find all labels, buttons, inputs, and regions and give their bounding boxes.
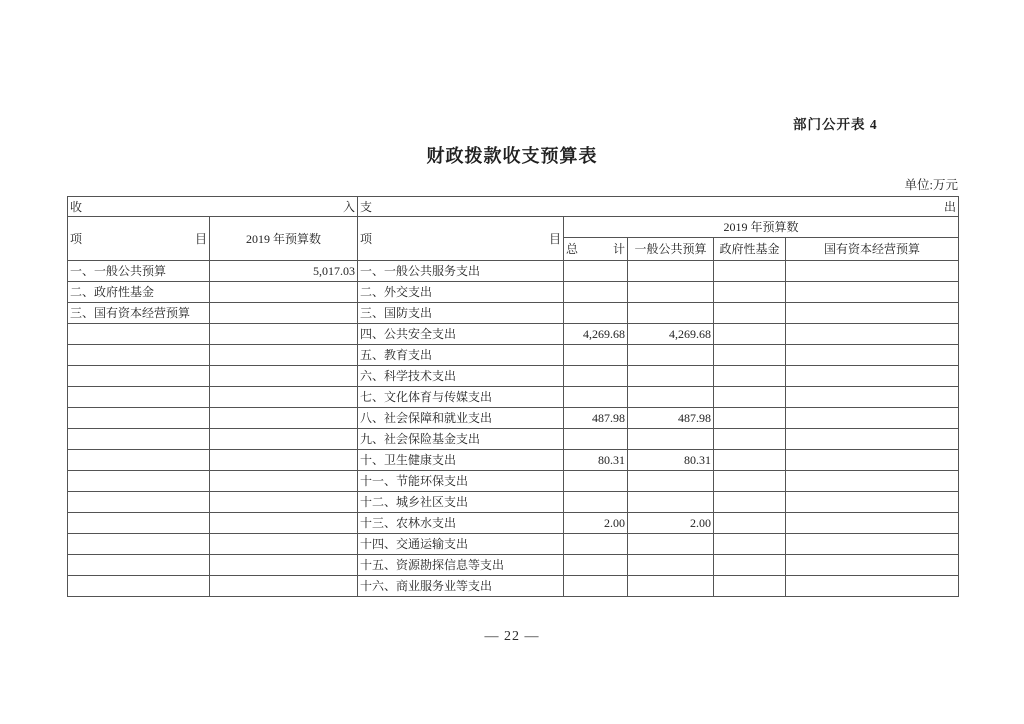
table-row [68,450,959,471]
expense-general-public-cell [628,282,714,303]
expense-item-cell: 十一、节能环保支出 [358,471,564,492]
table-row [68,534,959,555]
table-row [68,282,959,303]
expense-state-capital-cell [786,450,959,471]
expense-item-cell: 九、社会保险基金支出 [358,429,564,450]
expense-state-capital-cell [786,513,959,534]
expense-general-public-cell [628,534,714,555]
expense-general-public-cell [628,471,714,492]
table-row [68,387,959,408]
expense-item-cell: 八、社会保障和就业支出 [358,408,564,429]
expense-state-capital-cell [786,324,959,345]
expense-general-public-cell [628,492,714,513]
expense-general-public-cell: 487.98 [628,408,714,429]
expense-total-cell [564,576,628,597]
page-title: 财政拨款收支预算表 [426,146,598,166]
expense-general-public-cell [628,576,714,597]
expense-total-cell: 4,269.68 [564,324,628,345]
table-row [68,366,959,387]
expense-total-cell [564,282,628,303]
government-fund-header: 政府性基金 [714,238,786,261]
expense-state-capital-cell [786,492,959,513]
expense-item-cell: 三、国防支出 [358,303,564,324]
income-item-cell [68,471,210,492]
expense-general-public-cell [628,345,714,366]
expense-item-cell: 十四、交通运输支出 [358,534,564,555]
expense-total-cell [564,366,628,387]
expense-state-capital-cell [786,555,959,576]
income-value-cell [210,303,358,324]
income-value-cell [210,534,358,555]
income-value-cell [210,282,358,303]
income-value-cell [210,555,358,576]
expense-general-public-cell [628,303,714,324]
expense-state-capital-cell [786,366,959,387]
expense-total-cell [564,303,628,324]
income-value-cell [210,471,358,492]
expense-government-fund-cell [714,471,786,492]
expense-item-cell: 五、教育支出 [358,345,564,366]
expense-government-fund-cell [714,408,786,429]
income-item-cell [68,366,210,387]
table-row [68,492,959,513]
income-item-cell [68,534,210,555]
expense-total-cell: 2.00 [564,513,628,534]
income-item-cell [68,387,210,408]
table-row [68,555,959,576]
income-value-cell [210,513,358,534]
budget-table-header [68,197,959,261]
expense-state-capital-cell [786,429,959,450]
income-value-cell [210,366,358,387]
expense-government-fund-cell [714,303,786,324]
income-value-cell [210,576,358,597]
expense-state-capital-cell [786,576,959,597]
doc-label: 部门公开表 4 [793,117,878,132]
income-item-cell [68,450,210,471]
income-value-cell [210,387,358,408]
expense-state-capital-cell [786,408,959,429]
expense-government-fund-cell [714,534,786,555]
column-header-row-1 [68,217,959,238]
expense-total-cell: 487.98 [564,408,628,429]
income-item-cell [68,345,210,366]
expense-state-capital-cell [786,387,959,408]
expense-item-cell: 四、公共安全支出 [358,324,564,345]
income-value-cell [210,408,358,429]
income-value-cell: 5,017.03 [210,261,358,282]
income-item-cell [68,324,210,345]
general-public-budget-header: 一般公共预算 [628,238,714,261]
expense-government-fund-cell [714,261,786,282]
state-capital-budget-header: 国有资本经营预算 [786,238,959,261]
income-budget-header: 2019 年预算数 [210,217,358,261]
expense-item-cell: 十六、商业服务业等支出 [358,576,564,597]
income-value-cell [210,345,358,366]
expense-general-public-cell [628,366,714,387]
expense-general-public-cell [628,387,714,408]
expense-state-capital-cell [786,345,959,366]
expense-state-capital-cell [786,471,959,492]
expense-item-cell: 一、一般公共服务支出 [358,261,564,282]
expense-item-cell: 十、卫生健康支出 [358,450,564,471]
table-row [68,576,959,597]
income-value-cell [210,450,358,471]
expense-budget-header: 2019 年预算数 [564,217,959,238]
expense-government-fund-cell [714,429,786,450]
income-item-cell [68,513,210,534]
expense-total-cell [564,429,628,450]
table-row [68,408,959,429]
expense-government-fund-cell [714,513,786,534]
expense-item-cell: 十三、农林水支出 [358,513,564,534]
expense-government-fund-cell [714,366,786,387]
income-item-cell [68,429,210,450]
income-item-header: 项目 [68,217,210,261]
expense-item-cell: 十二、城乡社区支出 [358,492,564,513]
expense-government-fund-cell [714,450,786,471]
expense-general-public-cell [628,261,714,282]
expense-item-cell: 六、科学技术支出 [358,366,564,387]
expense-state-capital-cell [786,261,959,282]
expense-total-cell [564,555,628,576]
budget-table-body [68,261,959,597]
expense-government-fund-cell [714,576,786,597]
expense-general-public-cell: 2.00 [628,513,714,534]
page-number: — 22 — [484,629,540,644]
table-row [68,345,959,366]
expense-total-cell [564,261,628,282]
expense-total-cell [564,345,628,366]
income-value-cell [210,492,358,513]
expense-general-public-cell: 4,269.68 [628,324,714,345]
expense-item-cell: 七、文化体育与传媒支出 [358,387,564,408]
expense-state-capital-cell [786,303,959,324]
expense-government-fund-cell [714,387,786,408]
expense-total-cell [564,471,628,492]
expense-section-header: 支出 [358,197,959,217]
expense-item-cell: 二、外交支出 [358,282,564,303]
table-row [68,261,959,282]
expense-total-cell [564,534,628,555]
expense-state-capital-cell [786,534,959,555]
income-item-cell [68,576,210,597]
income-section-header: 收入 [68,197,358,217]
income-value-cell [210,324,358,345]
unit-note: 单位:万元 [904,178,958,192]
table-row [68,429,959,450]
expense-item-cell: 十五、资源勘探信息等支出 [358,555,564,576]
income-item-cell: 三、国有资本经营预算 [68,303,210,324]
total-header: 总计 [564,238,628,261]
expense-item-header: 项目 [358,217,564,261]
income-item-cell [68,408,210,429]
expense-general-public-cell [628,429,714,450]
table-row [68,513,959,534]
expense-total-cell: 80.31 [564,450,628,471]
income-item-cell [68,492,210,513]
expense-general-public-cell [628,555,714,576]
expense-government-fund-cell [714,282,786,303]
expense-government-fund-cell [714,324,786,345]
expense-government-fund-cell [714,555,786,576]
expense-state-capital-cell [786,282,959,303]
table-row [68,471,959,492]
income-item-cell [68,555,210,576]
expense-government-fund-cell [714,345,786,366]
expense-government-fund-cell [714,492,786,513]
income-item-cell: 二、政府性基金 [68,282,210,303]
expense-total-cell [564,492,628,513]
expense-total-cell [564,387,628,408]
income-value-cell [210,429,358,450]
expense-general-public-cell: 80.31 [628,450,714,471]
budget-table [67,196,959,597]
table-row [68,303,959,324]
income-item-cell: 一、一般公共预算 [68,261,210,282]
table-row [68,324,959,345]
section-header-row [68,197,959,217]
